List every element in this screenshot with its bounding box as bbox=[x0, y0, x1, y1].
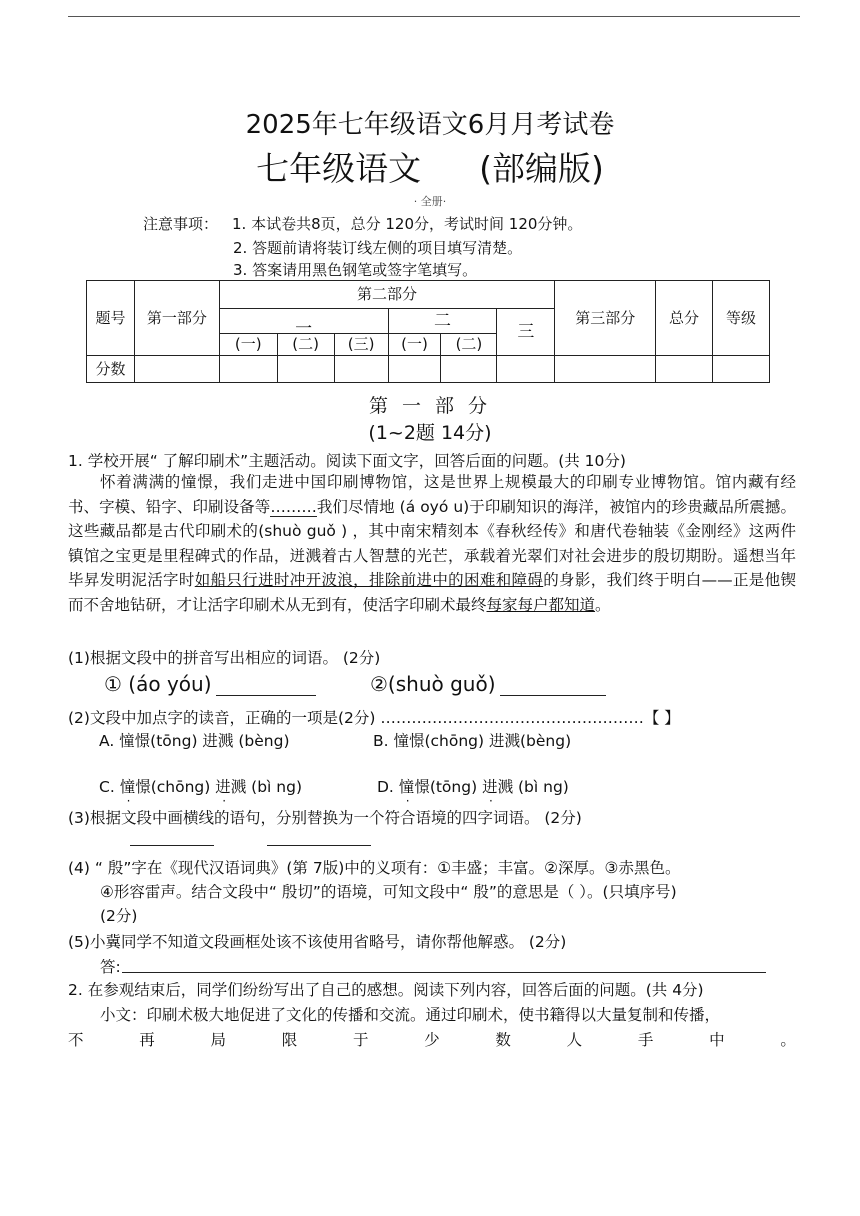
score-cell[interactable] bbox=[441, 356, 497, 383]
score-cell[interactable] bbox=[388, 356, 441, 383]
sub-1-1: (一) bbox=[219, 334, 277, 356]
note-item: 2. 答题前请将装订线左侧的项目填写清楚。 bbox=[233, 239, 523, 257]
answer-blank[interactable] bbox=[216, 695, 316, 696]
pinyin-1 bbox=[104, 672, 316, 696]
answer-blank[interactable] bbox=[500, 695, 606, 696]
q1-sub5: (5)小冀同学不知道文段画框处该不该使用省略号，请你帮他解惑。 (2分) bbox=[68, 933, 567, 951]
score-cell[interactable] bbox=[277, 356, 334, 383]
passage-text: 。 bbox=[595, 595, 611, 614]
option-d-text: 憬(tōng) bbox=[414, 778, 483, 796]
header-part3: 第三部分 bbox=[555, 281, 656, 356]
part-heading: 第 一 部 分 bbox=[368, 395, 492, 417]
sub-2-1: (一) bbox=[388, 334, 441, 356]
answer-label: 答: bbox=[100, 958, 121, 976]
underlined-phrase: 如船只行进时冲开波浪，排除前进中的困难和障碍 bbox=[194, 571, 544, 589]
option-c[interactable] bbox=[99, 775, 302, 797]
answer-blank[interactable] bbox=[130, 845, 214, 846]
char: 人 bbox=[566, 1031, 583, 1049]
sub-2-2: (二) bbox=[441, 334, 497, 356]
q1-sub3: (3)根据文段中画横线的语句，分别替换为一个符合语境的四字词语。 (2分) bbox=[68, 809, 582, 827]
dotted-char: 憧 bbox=[398, 778, 415, 796]
passage-text: 我们尽情地 (á oyó u)于印刷知识的海洋，被馆内的珍贵藏品所震撼。这些藏品都是古代印刷术的(shuò guǒ ) ，其中南宋精刻本《春秋经传》和唐代卷轴装《金刚经》这两件镇馆之宝更是里程碑式的作品，迸溅着古人智慧的光芒，承载着光翠们对社会进步的殷切期盼。遥想当年毕昇发明泥活字时 bbox=[68, 497, 796, 589]
note-item: 1. 本试卷共8页，总分 120分，考试时间 120分钟。 bbox=[232, 215, 583, 233]
score-cell[interactable] bbox=[334, 356, 388, 383]
score-cell[interactable] bbox=[656, 356, 713, 383]
score-cell[interactable] bbox=[219, 356, 277, 383]
q2-stem: 2. 在参观结束后，同学们纷纷写出了自己的感想。阅读下列内容，回答后面的问题。(共 4分) bbox=[68, 981, 704, 999]
q1-sub4-line2: ④形容雷声。结合文段中“ 殷切”的语境，可知文段中“ 殷”的意思是（ ）。(只填序号) bbox=[100, 883, 677, 901]
subject-title bbox=[0, 143, 860, 190]
char: 数 bbox=[495, 1031, 511, 1049]
header-total: 总分 bbox=[656, 281, 713, 356]
option-d[interactable] bbox=[377, 775, 569, 797]
char: 不 bbox=[68, 1031, 84, 1049]
q2-paragraph: 小文：印刷术极大地促进了文化的传播和交流。通过印刷术，使书籍得以大量复制和传播， bbox=[100, 1006, 721, 1024]
section-1-cell bbox=[219, 309, 388, 339]
q1-sub2: (2)文段中加点字的读音，正确的一项是(2分) ……………………………………………【 】 bbox=[68, 709, 680, 727]
score-cell[interactable] bbox=[555, 356, 656, 383]
char: 手 bbox=[637, 1031, 654, 1049]
q1-stem: 1. 学校开展“ 了解印刷术”主题活动。阅读下面文字，回答后面的问题。(共 10分) bbox=[68, 452, 626, 470]
score-cell[interactable] bbox=[134, 356, 219, 383]
section-2-cell bbox=[388, 309, 497, 334]
score-cell[interactable] bbox=[497, 356, 555, 383]
char: 少 bbox=[424, 1031, 440, 1049]
option-c-text: 憬(chōng) bbox=[135, 778, 216, 796]
answer-blank[interactable] bbox=[267, 845, 371, 846]
subject-name: 七年级语文 bbox=[256, 149, 422, 188]
score-cell[interactable] bbox=[713, 356, 770, 383]
answer-line[interactable] bbox=[122, 972, 766, 973]
score-table bbox=[86, 280, 770, 383]
pinyin-2-label: ②(shuò guǒ) bbox=[370, 672, 496, 696]
q2-paragraph-spread bbox=[68, 1028, 796, 1050]
char: 再 bbox=[139, 1031, 155, 1049]
volume-label: · 全册· bbox=[413, 195, 447, 208]
option-c-prefix: C. bbox=[99, 778, 120, 796]
sub-1-2: (二) bbox=[277, 334, 334, 356]
char: 。 bbox=[780, 1031, 796, 1049]
q1-sub1: (1)根据文段中的拼音写出相应的词语。 (2分) bbox=[68, 649, 381, 667]
section-1: 一 bbox=[295, 318, 313, 339]
top-rule bbox=[68, 16, 800, 17]
note-item: 3. 答案请用黑色钢笔或签字笔填写。 bbox=[233, 261, 478, 279]
header-tihao: 题号 bbox=[87, 281, 135, 356]
pinyin-1-label: ① (áo yóu) bbox=[104, 672, 212, 696]
dotted-char: 进 bbox=[215, 778, 231, 796]
header-grade: 等级 bbox=[713, 281, 770, 356]
score-label: 分数 bbox=[87, 356, 135, 383]
passage-text: 的身影，我们终于明白——正是他锲而不舍地钻研，才让活字印刷术从无到有，使活字印刷术最终 bbox=[68, 571, 796, 614]
header-part1: 第一部分 bbox=[134, 281, 219, 356]
option-c-text: 溅 (bì ng) bbox=[230, 778, 302, 796]
q1-passage bbox=[68, 470, 796, 617]
header-part2: 第二部分 bbox=[219, 281, 555, 309]
exam-title: 2025年七年级语文6月月考试卷 bbox=[245, 110, 615, 140]
char: 限 bbox=[281, 1031, 298, 1049]
section-2: 二 bbox=[433, 310, 451, 331]
edition-label: (部编版) bbox=[479, 149, 604, 188]
q1-sub4-line3: (2分) bbox=[100, 907, 138, 925]
dotted-char: 进 bbox=[482, 778, 498, 796]
passage-text: 怀着满满的憧憬，我们走进中国印刷博物馆，这是世界上规模最大的印刷专业博物馆。馆内藏有经书、字模、铅字、印刷设备等 bbox=[68, 473, 796, 516]
section-3-cell bbox=[497, 309, 555, 356]
char: 于 bbox=[352, 1031, 369, 1049]
dotted-char: 憧 bbox=[119, 778, 136, 796]
char: 中 bbox=[709, 1031, 725, 1049]
q1-sub4-line1: (4) “ 殷”字在《现代汉语词典》(第 7版)中的义项有：①丰盛；丰富。②深厚。③赤黑色。 bbox=[68, 859, 681, 877]
notes-label: 注意事项： bbox=[143, 215, 219, 233]
underlined-phrase: 每家每户都知道 bbox=[486, 595, 596, 614]
option-d-prefix: D. bbox=[377, 778, 399, 796]
ellipsis-box: ……… bbox=[270, 497, 317, 516]
option-a[interactable]: A. 憧憬(tōng) 进溅 (bèng) bbox=[99, 732, 290, 750]
part-range: (1~2题 14分) bbox=[368, 422, 492, 444]
char: 局 bbox=[210, 1031, 226, 1049]
option-b[interactable]: B. 憧憬(chōng) 进溅(bèng) bbox=[373, 732, 572, 750]
sub-1-3: (三) bbox=[334, 334, 388, 356]
section-3: 三 bbox=[517, 321, 535, 342]
pinyin-2 bbox=[370, 672, 606, 696]
option-d-text: 溅 (bì ng) bbox=[497, 778, 569, 796]
